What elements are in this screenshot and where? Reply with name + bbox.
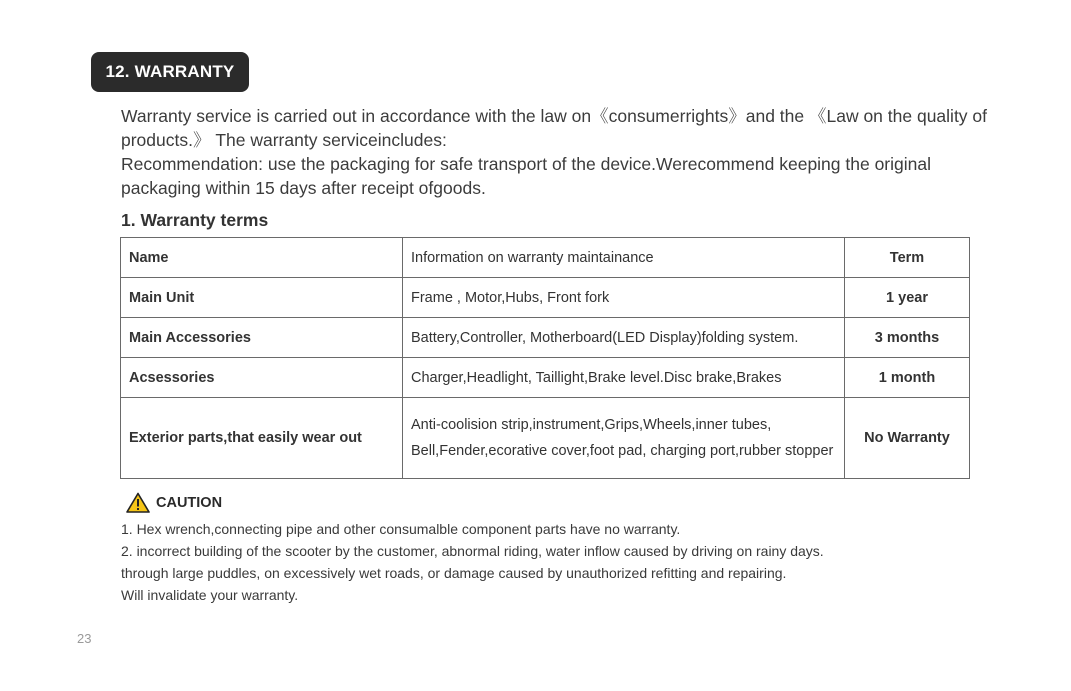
table-header-row: [121, 238, 970, 278]
caution-note: through large puddles, on excessively wet roads, or damage caused by unauthorized refitting and repairing.: [121, 565, 787, 581]
header-info: Information on warranty maintainance: [403, 238, 845, 278]
warranty-terms-heading: 1. Warranty terms: [121, 210, 269, 230]
header-name: Name: [121, 238, 403, 278]
row-info: Anti-coolision strip,instrument,Grips,Wheels,inner tubes, Bell,Fender,ecorative cover,foot pad, charging port,rubber stopper: [403, 398, 845, 479]
row-term: 1 year: [845, 278, 970, 318]
table-row: [121, 398, 970, 479]
row-term: 3 months: [845, 318, 970, 358]
row-info: Charger,Headlight, Taillight,Brake level.Disc brake,Brakes: [403, 358, 845, 398]
caution-note: 2. incorrect building of the scooter by the customer, abnormal riding, water inflow caused by driving on rainy days.: [121, 543, 824, 559]
intro-text: [121, 104, 1001, 200]
section-title-badge: 12. WARRANTY: [91, 52, 249, 92]
row-name: Acsessories: [121, 358, 403, 398]
header-term: Term: [845, 238, 970, 278]
row-term: No Warranty: [845, 398, 970, 479]
row-term: 1 month: [845, 358, 970, 398]
caution-note: 1. Hex wrench,connecting pipe and other consumalble component parts have no warranty.: [121, 521, 681, 537]
table-row: [121, 278, 970, 318]
row-name: Exterior parts,that easily wear out: [121, 398, 403, 479]
intro-paragraph-1: Warranty service is carried out in accordance with the law on《consumerrights》and the 《Law on the quality of products.》 The warranty serviceincludes:: [121, 106, 988, 150]
intro-paragraph-2: Recommendation: use the packaging for safe transport of the device.Werecommend keeping the original packaging within 15 days after receipt ofgoods.: [121, 154, 931, 198]
page-number: 23: [77, 631, 92, 646]
table-row: [121, 318, 970, 358]
row-name: Main Unit: [121, 278, 403, 318]
row-info: Battery,Controller, Motherboard(LED Display)folding system.: [403, 318, 845, 358]
warranty-terms-table: [120, 237, 970, 479]
caution-notes: [121, 518, 1021, 606]
table-row: [121, 358, 970, 398]
caution-label: CAUTION: [156, 494, 223, 511]
caution-note: Will invalidate your warranty.: [121, 587, 299, 603]
caution-heading: [126, 492, 222, 513]
row-info: Frame , Motor,Hubs, Front fork: [403, 278, 845, 318]
row-name: Main Accessories: [121, 318, 403, 358]
warning-triangle-icon: [126, 492, 150, 513]
